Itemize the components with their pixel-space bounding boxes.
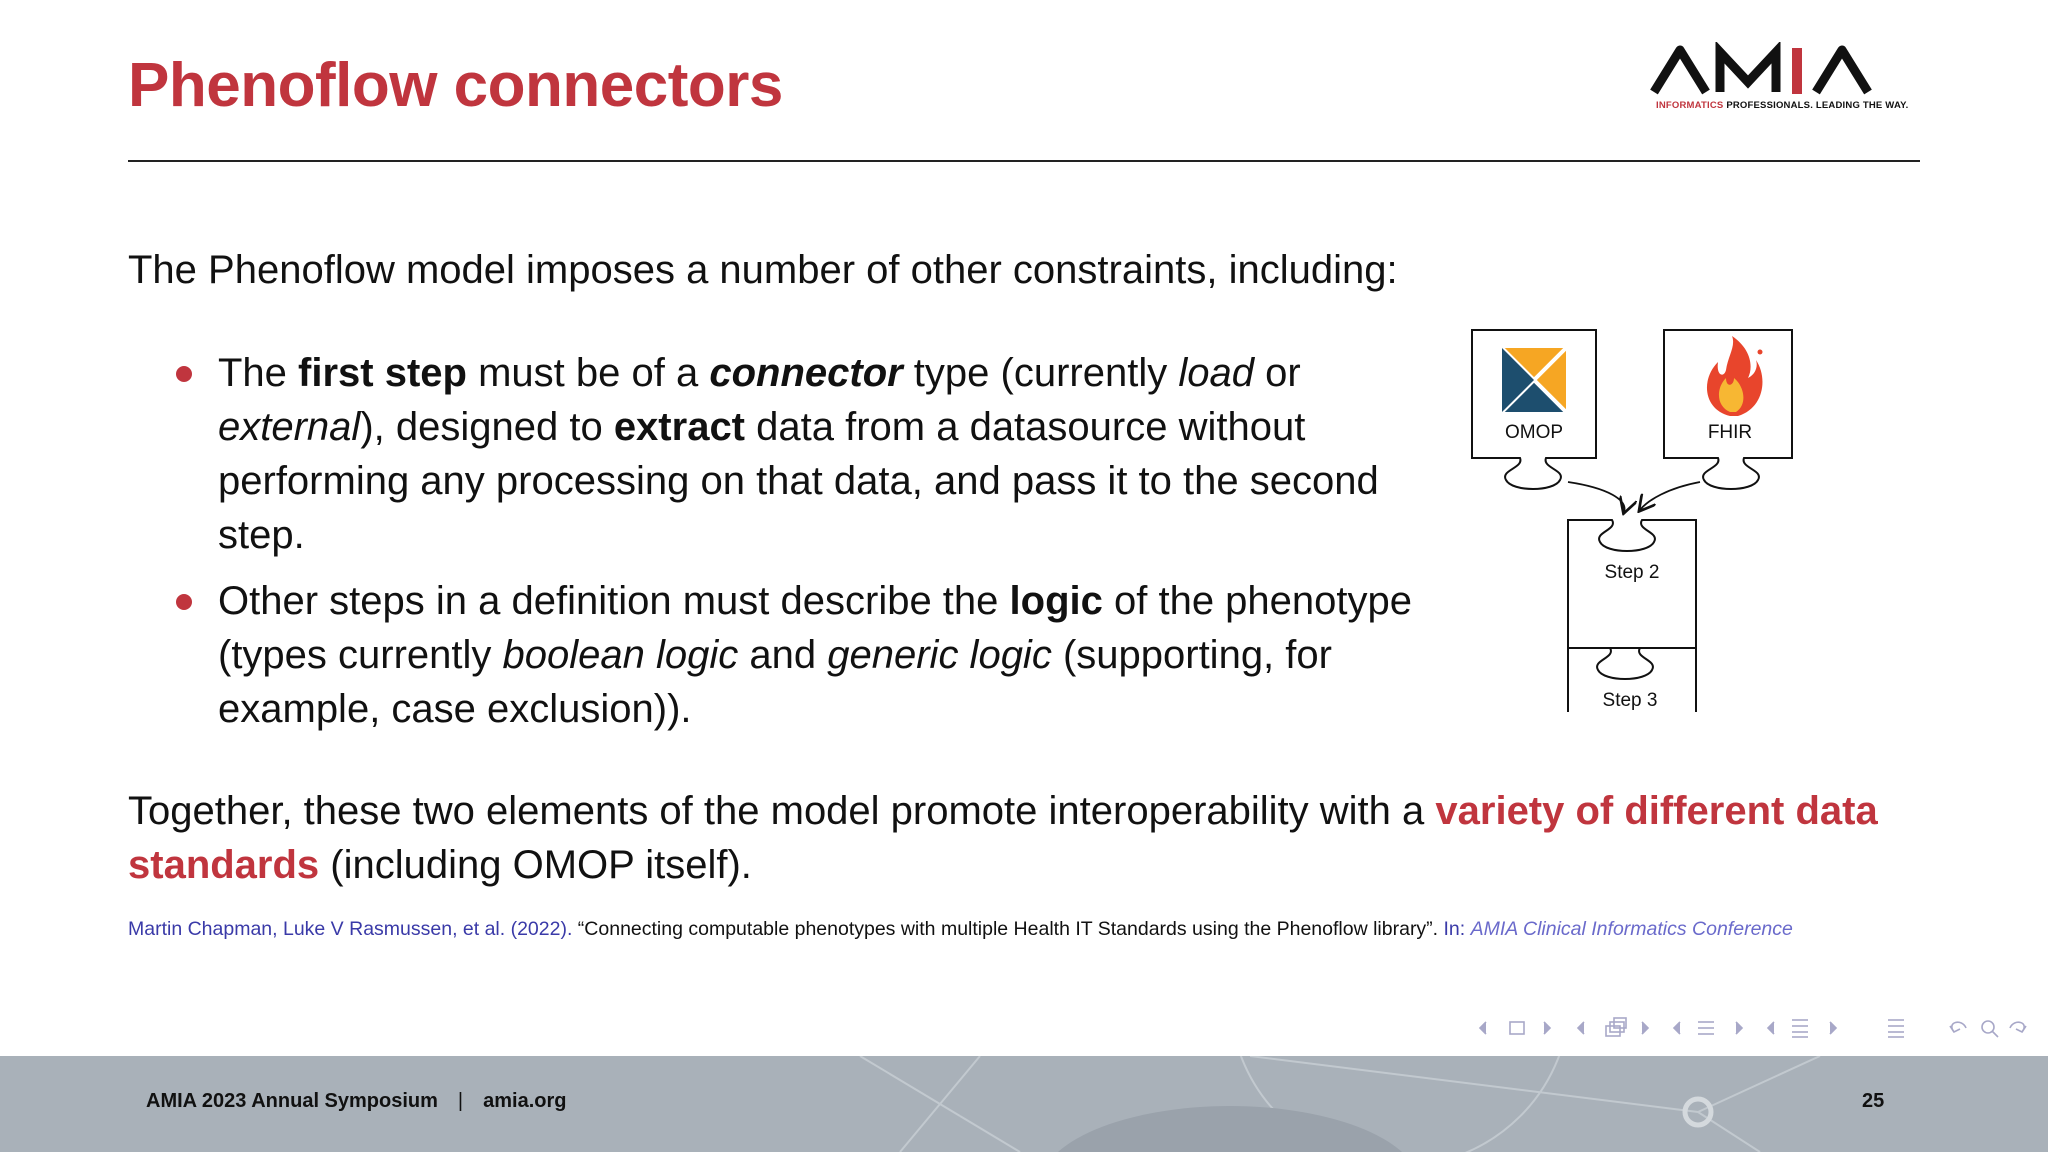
nav-search-icon[interactable] <box>1982 1021 1998 1037</box>
nav-appendix-icon[interactable] <box>1888 1020 1904 1037</box>
constraint-list <box>218 346 1468 748</box>
arrow-fhir-to-step2 <box>1640 482 1700 510</box>
citation-authors[interactable]: Martin Chapman, Luke V Rasmussen, et al. (2022). <box>128 918 573 940</box>
nav-document-icon[interactable] <box>1768 1020 1836 1037</box>
intro-text: The Phenoflow model imposes a number of other constraints, including: <box>128 248 1398 292</box>
footer-event: AMIA 2023 Annual Symposium | amia.org <box>146 1090 567 1112</box>
fhir-label: FHIR <box>1707 422 1753 443</box>
amia-tagline: INFORMATICS PROFESSIONALS. LEADING THE WAY. <box>1656 100 1909 111</box>
step3-label: Step 3 <box>1602 690 1658 711</box>
citation: Martin Chapman, Luke V Rasmussen, et al. (2022). “Connecting computable phenotypes with multiple Health IT Standards using the Phenoflow library”. In: AMIA Clinical Informatics Conference <box>128 918 1793 940</box>
omop-logo-icon <box>1502 348 1566 412</box>
nav-undo-icon[interactable] <box>1950 1022 1966 1032</box>
citation-title: “Connecting computable phenotypes with multiple Health IT Standards using the Phenoflow library”. <box>572 918 1439 940</box>
connector-puzzle-diagram <box>1468 320 1808 720</box>
list-item: Other steps in a definition must describe the logic of the phenotype (types currently boolean logic and generic logic (supporting, for example, case exclusion)). <box>218 574 1468 736</box>
amia-wordmark <box>1650 42 1910 98</box>
list-item: The first step must be of a connector type (currently load or external), designed to extract data from a datasource without performing any processing on that data, and pass it to the second step. <box>218 346 1468 562</box>
summary-text: Together, these two elements of the model promote interoperability with a variety of different data standards (including OMOP itself). <box>128 789 1878 887</box>
arrow-omop-to-step2 <box>1568 482 1625 512</box>
nav-subsection-icon[interactable] <box>1578 1018 1648 1036</box>
beamer-navigation-bar <box>1476 1016 2048 1040</box>
title-divider <box>128 160 1920 162</box>
page-number: 25 <box>1862 1090 1885 1112</box>
step2-puzzle-piece <box>1568 520 1696 648</box>
bullet-dot <box>176 366 192 382</box>
nav-section-icon[interactable] <box>1674 1022 1742 1034</box>
step2-label: Step 2 <box>1604 562 1660 583</box>
bullet-dot <box>176 594 192 610</box>
footer-site-link[interactable]: amia.org <box>483 1090 567 1112</box>
slide-footer <box>0 1056 2048 1152</box>
omop-label: OMOP <box>1504 422 1564 443</box>
citation-venue[interactable]: AMIA Clinical Informatics Conference <box>1470 918 1793 940</box>
nav-redo-icon[interactable] <box>2010 1022 2026 1032</box>
nav-frame-prev-next-icon[interactable] <box>1480 1022 1550 1034</box>
slide-title: Phenoflow connectors <box>128 51 783 120</box>
amia-logo <box>1650 42 1910 122</box>
